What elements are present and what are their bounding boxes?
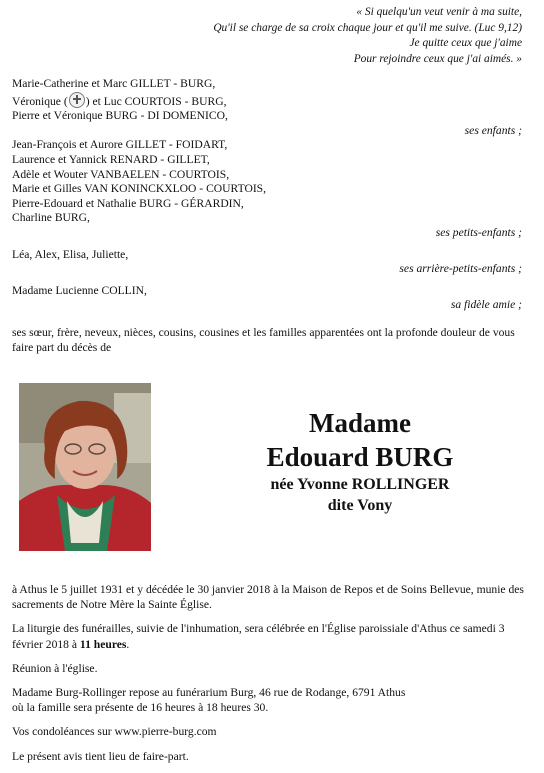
role-label: ses arrière-petits-enfants ;: [399, 262, 522, 276]
portrait-image: [19, 383, 151, 551]
condolences-paragraph: Vos condoléances sur www.pierre-burg.com: [12, 725, 217, 739]
family-member: Véronique ( ) et Luc COURTOIS - BURG,: [12, 92, 522, 110]
quote-line: Pour rejoindre ceux que j'ai aimés. »: [353, 52, 522, 65]
quote-line: Qu'il se charge de sa croix chaque jour et qu'il me suive. (Luc 9,12): [213, 21, 522, 34]
quote-line: Je quitte ceux que j'aime: [409, 37, 522, 50]
family-member: Léa, Alex, Elisa, Juliette,: [12, 247, 129, 261]
friend-group: [12, 284, 522, 299]
bible-quote: [213, 5, 522, 67]
family-member: Adèle et Wouter VANBAELEN - COURTOIS,: [12, 167, 230, 181]
family-member: Marie-Catherine et Marc GILLET - BURG,: [12, 77, 216, 90]
funeral-home-paragraph: Madame Burg-Rollinger repose au funérarium Burg, 46 rue de Rodange, 6791 Athus où la famille sera présente de 16 heures à 18 heures 30.: [12, 686, 406, 715]
birth-death-paragraph: à Athus le 5 juillet 1931 et y décédée le 30 janvier 2018 à la Maison de Repos et de Soins Bellevue, munie des sacrements de Notre Mère la Sainte Église.: [12, 583, 524, 612]
family-list: [12, 77, 522, 313]
announcement-intro: ses sœur, frère, neveux, nièces, cousins, cousines et les familles apparentées ont la profonde douleur de vous faire part du décès de: [12, 326, 515, 354]
family-member: Laurence et Yannick RENARD - GILLET,: [12, 152, 210, 166]
family-member: Jean-François et Aurore GILLET - FOIDART,: [12, 138, 228, 152]
deceased-title: Madame: [309, 408, 411, 438]
family-member: Madame Lucienne COLLIN,: [12, 283, 147, 297]
family-member: Pierre et Véronique BURG - DI DOMENICO,: [12, 109, 228, 123]
portrait-photo: [19, 383, 151, 551]
deceased-name: Edouard BURG: [266, 442, 454, 472]
family-member: Pierre-Edouard et Nathalie BURG - GÉRARDIN,: [12, 196, 244, 210]
role-label: ses petits-enfants ;: [435, 225, 522, 239]
family-member: Charline BURG,: [12, 211, 90, 225]
quote-line: « Si quelqu'un veut venir à ma suite,: [356, 6, 522, 18]
greatgrandchildren-group: [12, 248, 522, 263]
nickname: dite Vony: [327, 497, 393, 514]
liturgy-paragraph: La liturgie des funérailles, suivie de l'inhumation, sera célébrée en l'Église paroissiale d'Athus ce samedi 3 février 2018 à 11 heures.: [12, 622, 505, 651]
role-label: sa fidèle amie ;: [450, 298, 522, 312]
notice-paragraph: Le présent avis tient lieu de faire-part.: [12, 749, 189, 763]
funeral-details: [12, 582, 527, 773]
grandchildren-group: [12, 138, 522, 226]
family-member: Marie et Gilles VAN KONINCKXLOO - COURTOIS,: [12, 182, 267, 196]
cross-icon: [69, 92, 85, 108]
deceased-name-block: [200, 406, 520, 516]
role-label: ses enfants ;: [464, 123, 522, 137]
meeting-paragraph: Réunion à l'église.: [12, 661, 98, 675]
maiden-name: née Yvonne ROLLINGER: [270, 476, 450, 493]
children-group: [12, 77, 522, 124]
